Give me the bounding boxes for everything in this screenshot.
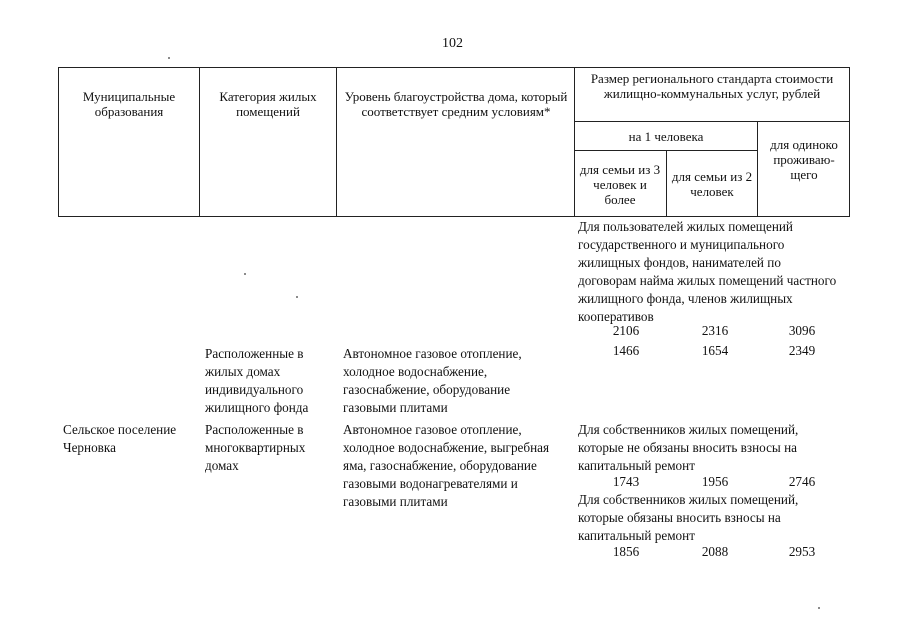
value-single: 3096 bbox=[788, 323, 816, 338]
page-number: 102 bbox=[442, 36, 463, 51]
header-standard-size: Размер регионального стандарта стоимости жилищно-коммунальных услуг, рублей bbox=[590, 71, 834, 101]
section-note-owners-no-fee: Для собственников жилых помещений, которые не обязаны вносить взносы на капитальный ремонт bbox=[578, 422, 799, 473]
value-family2: 1956 bbox=[701, 474, 729, 489]
value-family2: 2316 bbox=[701, 323, 729, 338]
table-header bbox=[58, 67, 850, 217]
row-apartment-level: Автономное газовое отопление, холодное водоснабжение, выгребная яма, газоснабжение, оборудование газовыми водонагревателями и газовыми плитами bbox=[343, 422, 550, 509]
header-improvement-level: Уровень благоустройства дома, который соответствует средним условиям* bbox=[344, 89, 568, 119]
scan-speck bbox=[168, 57, 170, 59]
value-family3: 1743 bbox=[612, 474, 640, 489]
header-family-2: для семьи из 2 человек bbox=[671, 169, 753, 199]
scan-speck bbox=[296, 296, 298, 298]
value-family2: 2088 bbox=[701, 544, 729, 559]
row-apartment-category: Расположенные в многоквартирных домах bbox=[205, 422, 306, 473]
row-private-category: Расположенные в жилых домах индивидуального жилищного фонда bbox=[205, 346, 309, 415]
scan-speck bbox=[818, 607, 820, 609]
scan-speck bbox=[244, 273, 246, 275]
value-family3: 1466 bbox=[612, 343, 640, 358]
row-municipality: Сельское поселение Черновка bbox=[63, 422, 177, 455]
header-single: для одиноко проживаю-щего bbox=[770, 137, 838, 182]
row-private-level: Автономное газовое отопление, холодное водоснабжение, газоснабжение, оборудование газовыми плитами bbox=[343, 346, 522, 415]
section-note-tenants: Для пользователей жилых помещений государственного и муниципального жилищных фондов, нанимателей по договорам найма жилых помещений частного жилищного фонда, членов жилищных кооперативов bbox=[578, 219, 837, 324]
section-note-owners-fee: Для собственников жилых помещений, которые обязаны вносить взносы на капитальный ремонт bbox=[578, 492, 799, 543]
value-single: 2746 bbox=[788, 474, 816, 489]
header-family-3: для семьи из 3 человек и более bbox=[579, 162, 661, 207]
value-family2: 1654 bbox=[701, 343, 729, 358]
value-family3: 2106 bbox=[612, 323, 640, 338]
header-category: Категория жилых помещений bbox=[219, 89, 317, 119]
value-single: 2953 bbox=[788, 544, 816, 559]
header-per-person: на 1 человека bbox=[628, 129, 704, 144]
header-municipalities: Муниципальные образования bbox=[82, 89, 176, 119]
value-family3: 1856 bbox=[612, 544, 640, 559]
value-single: 2349 bbox=[788, 343, 816, 358]
